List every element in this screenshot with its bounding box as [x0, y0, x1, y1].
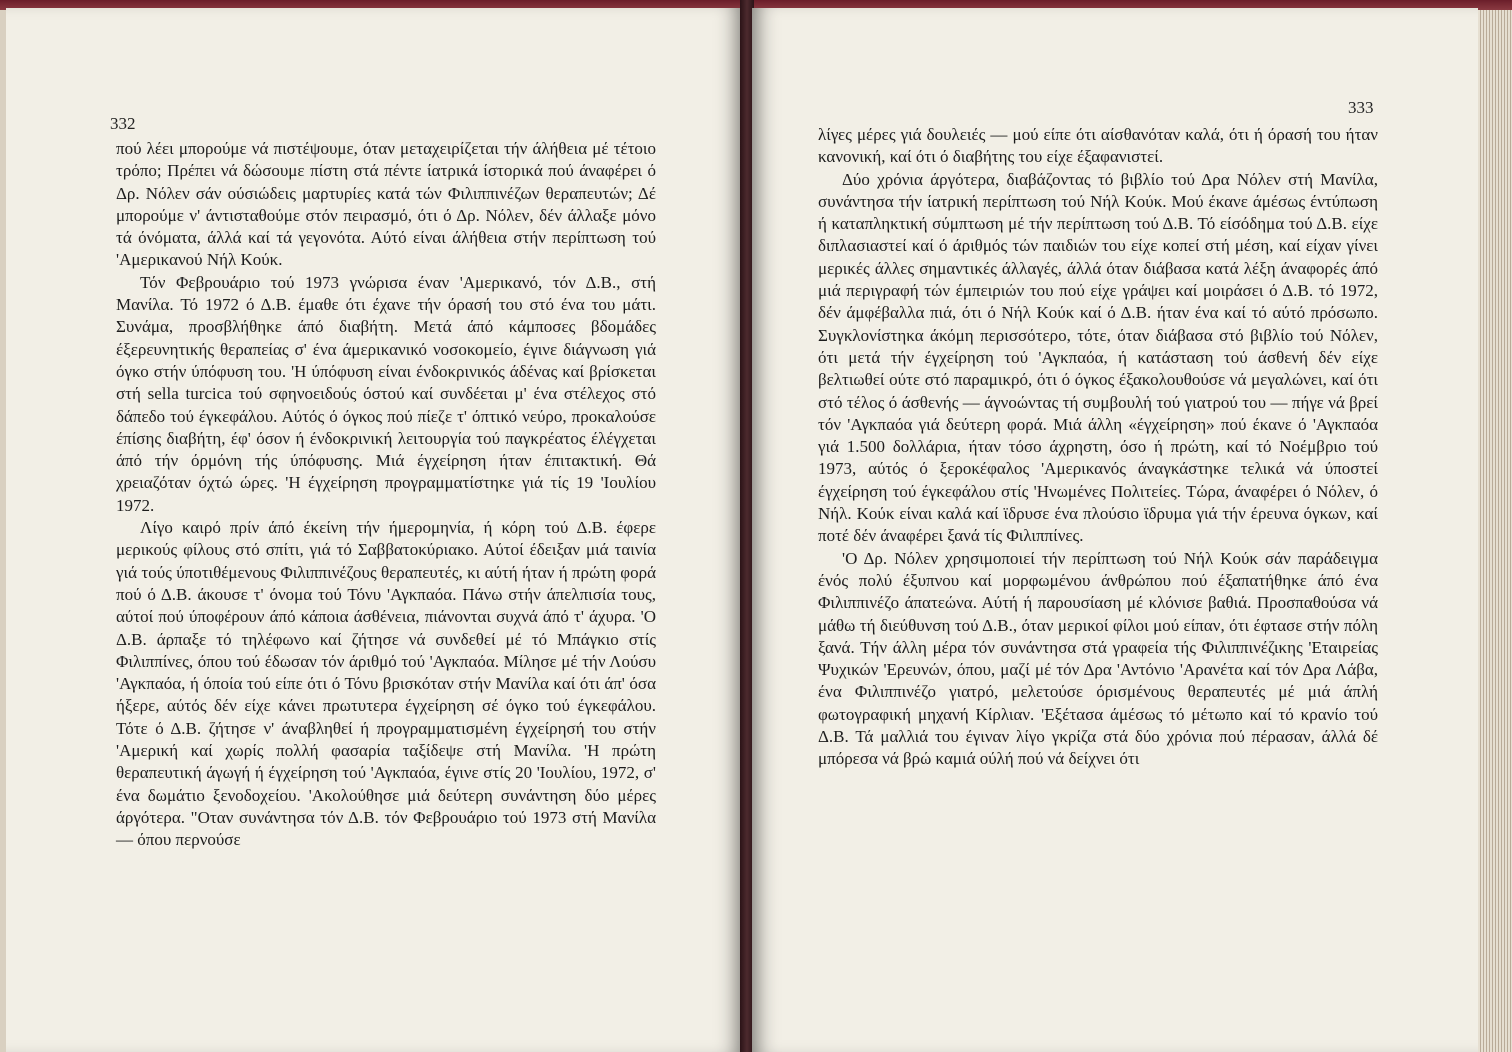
right-page [752, 8, 1478, 1052]
paragraph: πού λέει μπορούμε νά πιστέψουμε, όταν μεταχειρίζεται τήν άλήθεια μέ τέτοιο τρόπο; Πρέπει νά δώσουμε πίστη στά πέντε ίατρικά ίστορικά πού άναφέρει ό Δρ. Νόλεν σάν ούσιώδεις μαρτυρίες κατά τών Φιλιππινέζων θεραπευτών; Δέ μπορούμε ν' άντισταθούμε στόν πειρασμό, ότι ό Δρ. Νόλεν, δέν άλλαξε μόνο τά όνόματα, άλλά καί τά γεγονότα. Αύτό είναι άλήθεια στήν περίπτωση τού 'Αμερικανού Νήλ Κούκ. [116, 139, 656, 270]
left-page [6, 8, 742, 1052]
paragraph: Τόν Φεβρουάριο τού 1973 γνώρισα έναν 'Αμερικανό, τόν Δ.Β., στή Μανίλα. Τό 1972 ό Δ.Β. έμαθε ότι έχανε τήν όρασή του στό ένα του μάτι. Συνάμα, προσβλήθηκε άπό διαβήτη. Μετά άπό κάμποσες βδομάδες έξερευνητικής θεραπείας σ' ένα άμερικανικό νοσοκομείο, έγινε διάγνωση γιά όγκο στήν ύπόφυση του. 'Η ύπόφυση είναι ένδοκρινικός άδένας καί βρίσκεται στή sella turcica τού σφηνοειδούς όστού καί συνδέεται μ' ένα στέλεχος στό δάπεδο τού έγκεφάλου. Αύτός ό όγκος πού πίεζε τ' όπτικό νεύρο, προκαλούσε έπίσης διαβήτη, έφ' όσον ή ένδοκρινική λειτουργία τού παγκρέατος έλέγχεται άπό τήν όρμόνη τής ύπόφυσης. Μιά έγχείρηση ήταν έπιτακτική. Θά χρειαζόταν όχτώ ώρες. 'Η έγχείρηση προγραμματίστηκε γιά τίς 19 'Ιουλίου 1972. [116, 272, 656, 515]
paragraph: Λίγο καιρό πρίν άπό έκείνη τήν ήμερομηνία, ή κόρη τού Δ.Β. έφερε μερικούς φίλους στό σπίτι, γιά τό Σαββατοκύριακο. Αύτοί έδειξαν μιά ταινία γιά τούς ύποτιθέμενους Φιλιππινέζους θεραπευτές, κι αύτή ήταν ή πρώτη φορά πού ό Δ.Β. άκουσε τ' όνομα τού Τόνυ 'Αγκπαόα. Πάνω στήν άπελπισία τους, αύτοί πού ύποφέρουν άπό κάποια άσθένεια, πιάνονται συχνά άπό τ' άχυρα. 'Ο Δ.Β. άρπαξε τό τηλέφωνο καί ζήτησε νά συνδεθεί μέ τό Μπάγκιο στίς Φιλιππίνες, όπου τού έδωσαν τόν άριθμό τού 'Αγκπαόα. Μίλησε μέ τήν Λούσυ 'Αγκπαόα, ή όποία τού είπε ότι ό Τόνυ βρισκόταν στήν Μανίλα καί ότι άπ' όσα ήξερε, αύτός δέν είχε κάνει πρωτυτερα έγχείρηση σέ όγκο τού έγκεφάλου. Τότε ό Δ.Β. ζήτησε ν' άναβληθεί ή προγραμματισμένη έγχείρησή του στήν 'Αμερική καί χωρίς πολλή φασαρία ταξίδεψε στή Μανίλα. 'Η πρώτη θεραπευτική άγωγή ή έγχείρηση τού 'Αγκπαόα, έγινε στίς 20 'Ιουλίου, 1972, σ' ένα δωμάτιο ξενοδοχείου. 'Ακολούθησε μιά δεύτερη συνάντηση δύο μέρες άργότερα. "Οταν συνάντησα τόν Δ.Β. τόν Φεβρουάριο τού 1973 στή Μανίλα — όπου περνούσε [116, 518, 656, 850]
paragraph: 'Ο Δρ. Νόλεν χρησιμοποιεί τήν περίπτωση τού Νήλ Κούκ σάν παράδειγμα ένός πολύ έξυπνου καί μορφωμένου άνθρώπου πού έξαπατήθηκε άπό ένα Φιλιππινέζο άπατεώνα. Αύτή ή παρουσίαση μέ κλόνισε βαθιά. Προσπαθούσα νά μάθω τή διεύθυνση τού Δ.Β., όταν μερικοί φίλοι μού είπαν, ότι έφτασε στήν πόλη ξανά. Τήν άλλη μέρα τόν συνάντησα στά γραφεία τής Φιλιππινέζικης 'Εταιρείας Ψυχικών 'Ερευνών, όπου, μαζί μέ τόν Δρα 'Αντόνιο 'Αρανέτα καί τόν Δρα Λάβα, ένα Φιλιππινέζο γιατρό, μελετούσε όρισμένους θεραπευτές μέ μιά άπλή φωτογραφική μηχανή Κίρλιαν. 'Εξέτασα άμέσως τό μέτωπο καί τό κρανίο τού Δ.Β. Τά μαλλιά του έγιναν λίγο γκρίζα στά δύο χρόνια πού πέρασαν, άλλά δέ μπόρεσα νά βρώ καμιά ούλή πού νά δείχνει ότι [818, 548, 1378, 769]
page-number-right: 333 [1348, 98, 1374, 117]
left-page-text [116, 138, 656, 852]
paragraph: λίγες μέρες γιά δουλειές — μού είπε ότι αίσθανόταν καλά, ότι ή όρασή του ήταν κανονική, καί ότι ό διαβήτης του είχε έξαφανιστεί. [818, 125, 1378, 167]
paragraph: Δύο χρόνια άργότερα, διαβάζοντας τό βιβλίο τού Δρα Νόλεν στή Μανίλα, συνάντησα τήν ίατρική περίπτωση τού Νήλ Κούκ. Μού έκανε άμέσως έντύπωση ή καταπληκτική σύμπτωση μέ τήν περίπτωση τού Δ.Β. Τό είσόδημα τού Δ.Β. είχε διπλασιαστεί καί ό άριθμός τών παιδιών του είχε κοπεί στή μέση, καί είχαν γίνει μερικές άλλες σημαντικές άλλαγές, άλλά όταν διάβασα κατά λέξη άναφορές άπό μιά περιγραφή τών έμπειριών του πού είχε γράψει καί μοιράσει ό Δ.Β. τό 1972, δέν άμφέβαλλα πιά, ότι ό Νήλ Κούκ καί ό Δ.Β. ήταν ένα καί τό αύτό πρόσωπο. Συγκλονίστηκα άκόμη περισσότερο, τότε, όταν διάβασα στό βιβλίο τού Νόλεν, ότι μετά τήν έγχείρηση τού 'Αγκπαόα, ή κατάσταση τού άσθενή δέν είχε βελτιωθεί ούτε στό παραμικρό, ότι ό όγκος έξακολουθούσε νά μεγαλώνει, καί ότι στό τέλος ό άσθενής — άγνοώντας τή συμβουλή τού γιατρού του — πήγε νά βρεί τόν 'Αγκπαόα γιά δεύτερη φορά. Μιά άλλη «έγχείρηση» πού έκανε ό 'Αγκπαόα γιά 1.500 δολλάρια, ήταν τόσο άχρηστη, όσο ή πρώτη, καί τό Νοέμβριο τού 1973, αύτός ό ξεροκέφαλος 'Αμερικανός άναγκάστηκε τελικά νά ύποστεί έγχείρηση τού έγκεφάλου στίς 'Ηνωμένες Πολιτείες. Τώρα, άναφέρει ό Νόλεν, ό Νήλ. Κούκ είναι καλά καί ϊδρυσε ένα πλούσιο ϊδρυμα γιά τήν έρευνα όγκων, καί ποτέ δέν άναφέρει ξανά τίς Φιλιππίνες. [818, 169, 1378, 546]
right-page-text [818, 124, 1378, 771]
right-page-edge [1478, 10, 1512, 1052]
page-number-left: 332 [110, 114, 136, 133]
